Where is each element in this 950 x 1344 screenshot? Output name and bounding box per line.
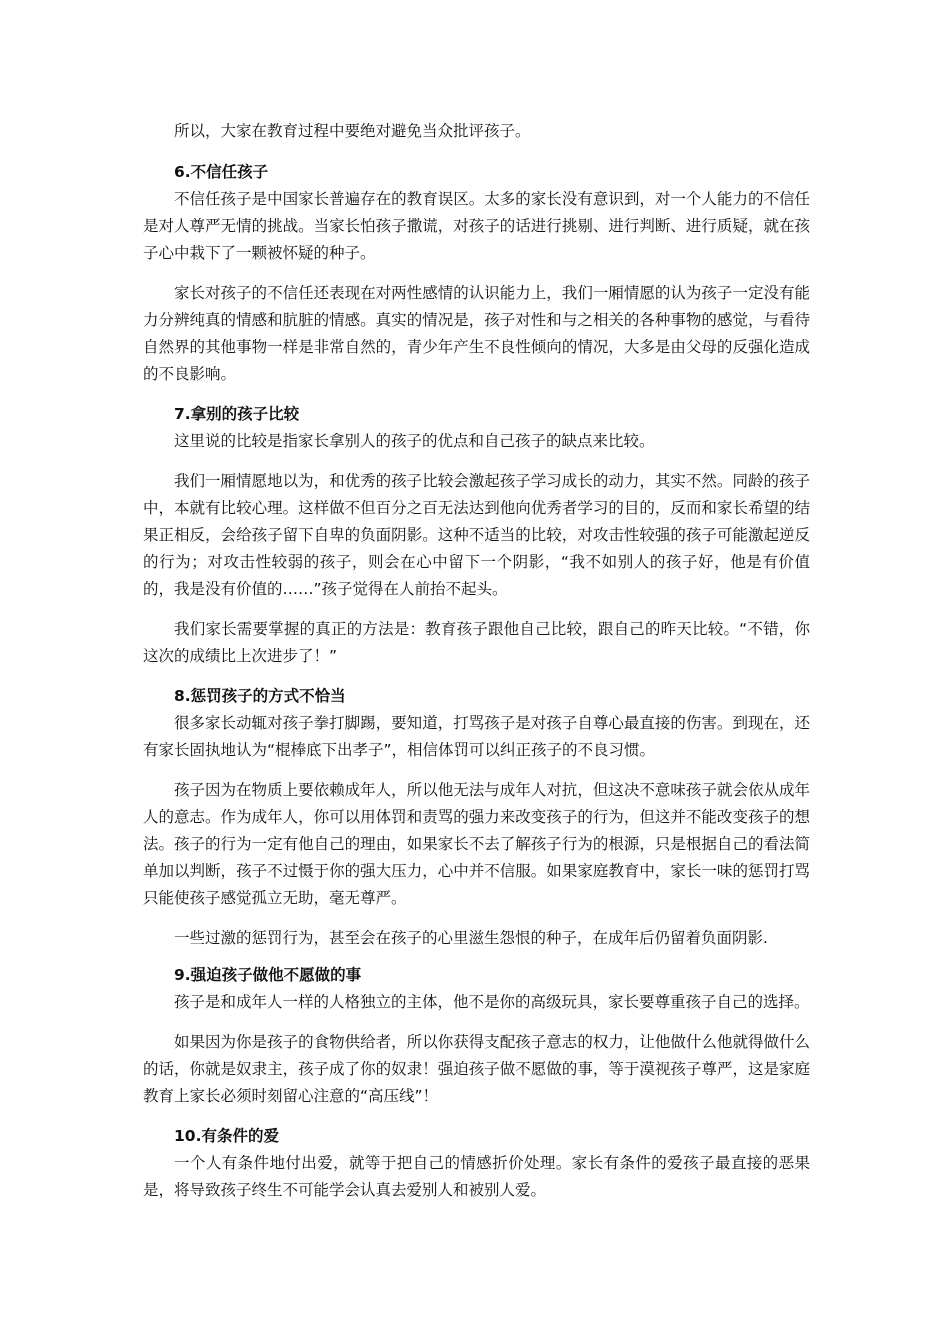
section-8-paragraph-3: 一些过激的惩罚行为，甚至会在孩子的心里滋生怨恨的种子，在成年后仍留着负面阴影. [174, 929, 768, 947]
section-10-heading: 10.有条件的爱 [174, 1127, 279, 1145]
section-9-paragraph-2: 如果因为你是孩子的食物供给者，所以你获得支配孩子意志的权力，让他做什么他就得做什么的话，你就是奴隶主，孩子成了你的奴隶！强迫孩子做不愿做的事，等于漠视孩子尊严，这是家庭教育上家长必须时刻留心注意的“高压线”！ [143, 1033, 810, 1105]
document-page [143, 118, 810, 1217]
section-7-paragraph-2: 我们一厢情愿地以为，和优秀的孩子比较会激起孩子学习成长的动力，其实不然。同龄的孩子中，本就有比较心理。这样做不但百分之百无法达到他向优秀者学习的目的，反而和家长希望的结果正相反，会给孩子留下自卑的负面阴影。这种不适当的比较，对攻击性较强的孩子可能激起逆反的行为；对攻击性较弱的孩子，则会在心中留下一个阴影，“我不如别人的孩子好，他是有价值的，我是没有价值的……”孩子觉得在人前抬不起头。 [143, 472, 810, 598]
intro-paragraph: 所以，大家在教育过程中要绝对避免当众批评孩子。 [174, 122, 531, 140]
section-8-paragraph-2: 孩子因为在物质上要依赖成年人，所以他无法与成年人对抗，但这决不意味孩子就会依从成年人的意志。作为成年人，你可以用体罚和责骂的强力来改变孩子的行为，但这并不能改变孩子的想法。孩子的行为一定有他自己的理由，如果家长不去了解孩子行为的根源，只是根据自己的看法简单加以判断，孩子不过慑于你的强大压力，心中并不信服。如果家庭教育中，家长一味的惩罚打骂只能使孩子感觉孤立无助，毫无尊严。 [143, 781, 810, 907]
section-7-heading: 7.拿别的孩子比较 [174, 405, 300, 423]
section-6-paragraph-1: 不信任孩子是中国家长普遍存在的教育误区。太多的家长没有意识到，对一个人能力的不信任是对人尊严无情的挑战。当家长怕孩子撒谎，对孩子的话进行挑剔、进行判断、进行质疑，就在孩子心中栽下了一颗被怀疑的种子。 [143, 190, 810, 262]
section-8-heading: 8.惩罚孩子的方式不恰当 [174, 687, 346, 705]
section-7-paragraph-3: 我们家长需要掌握的真正的方法是：教育孩子跟他自己比较，跟自己的昨天比较。“不错，你这次的成绩比上次进步了！” [143, 620, 810, 665]
section-6-paragraph-2: 家长对孩子的不信任还表现在对两性感情的认识能力上，我们一厢情愿的认为孩子一定没有能力分辨纯真的情感和肮脏的情感。真实的情况是，孩子对性和与之相关的各种事物的感觉，与看待自然界的其他事物一样是非常自然的，青少年产生不良性倾向的情况，大多是由父母的反强化造成的不良影响。 [143, 284, 810, 383]
section-9-paragraph-1: 孩子是和成年人一样的人格独立的主体，他不是你的高级玩具，家长要尊重孩子自己的选择。 [174, 993, 810, 1011]
section-8-paragraph-1: 很多家长动辄对孩子拳打脚踢，要知道，打骂孩子是对孩子自尊心最直接的伤害。到现在，还有家长固执地认为“棍棒底下出孝子”，相信体罚可以纠正孩子的不良习惯。 [143, 714, 810, 759]
section-6-heading: 6.不信任孩子 [174, 163, 269, 181]
section-9-heading: 9.强迫孩子做他不愿做的事 [174, 966, 362, 984]
section-7-paragraph-1: 这里说的比较是指家长拿别人的孩子的优点和自己孩子的缺点来比较。 [174, 432, 655, 450]
section-10-paragraph-1: 一个人有条件地付出爱，就等于把自己的情感折价处理。家长有条件的爱孩子最直接的恶果是，将导致孩子终生不可能学会认真去爱别人和被别人爱。 [143, 1154, 810, 1199]
